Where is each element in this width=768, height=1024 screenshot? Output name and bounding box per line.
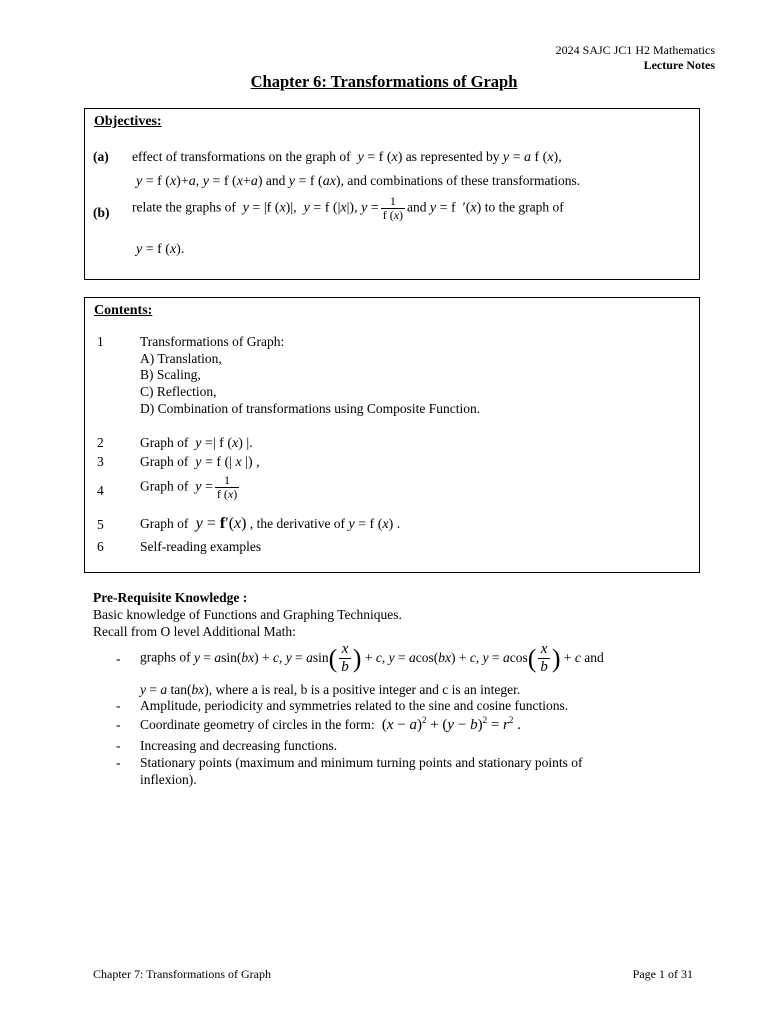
reciprocal-fraction: $\frac{1}{f (x)}$ xyxy=(216,473,238,501)
course-header: 2024 SAJC JC1 H2 Mathematics xyxy=(555,43,715,57)
objective-a-label: (a) xyxy=(93,149,109,164)
bullet-5: - xyxy=(116,755,121,770)
contents-item3-text: Graph of xyxy=(140,454,189,469)
prereq-bullet1-line1 xyxy=(140,641,604,676)
contents-item1-sub-a: A) Translation, xyxy=(140,351,222,366)
bullet-4: - xyxy=(116,738,121,753)
contents-item1-number: 1 xyxy=(97,334,104,349)
formula-y-fx-end: y = f (x). xyxy=(136,242,185,257)
contents-item1-title: Transformations of Graph: xyxy=(140,334,285,349)
objective-b-line1 xyxy=(132,195,564,222)
formula-abs-fx: y =| f (x) |. xyxy=(195,436,253,451)
doc-type-header: Lecture Notes xyxy=(643,58,715,72)
contents-item2 xyxy=(140,435,253,452)
formula-y-fax: y = f (ax) xyxy=(288,174,341,189)
formula-modulus: y = |f (x)|, y = f (|x|), y = xyxy=(242,200,379,216)
objective-a-text4: , and combinations of these transformations. xyxy=(340,173,581,188)
contents-item5-text: Graph of xyxy=(140,516,189,531)
objective-b-label: (b) xyxy=(93,205,110,220)
prereq-bullet2: Amplitude, periodicity and symmetries related to the sine and cosine functions. xyxy=(140,698,569,713)
formula-trig-graphs: y = asin(bx) + c, y = asin( $\frac{x}{b}$ ) + c, y = acos(bx) + c, y = acos( $\frac{x}{b}$ ) + c and xyxy=(194,641,604,675)
bullet-1: - xyxy=(116,651,121,666)
contents-item3-number: 3 xyxy=(97,454,104,469)
objectives-heading: Objectives: xyxy=(94,114,162,129)
contents-item4-text: Graph of xyxy=(140,478,189,494)
formula-y-fx-contents: y = f (x) . xyxy=(348,517,401,532)
formula-circle: $(x - a)^2 + (y - b)^2 = r^2$ . xyxy=(378,715,521,733)
prereq-bullet3 xyxy=(140,715,521,734)
prereq-bullet5-line2: inflexion). xyxy=(140,772,197,787)
contents-box xyxy=(84,297,700,573)
contents-item2-number: 2 xyxy=(97,435,104,450)
contents-item3 xyxy=(140,454,260,471)
formula-reciprocal-contents: y = xyxy=(195,479,213,495)
contents-item6: Self-reading examples xyxy=(140,539,262,554)
objective-a-line1 xyxy=(132,149,562,166)
prereq-line2: Recall from O level Additional Math: xyxy=(93,624,296,639)
objective-a-text3: and xyxy=(265,173,286,188)
formula-y-afx: y = a f (x), xyxy=(502,150,562,165)
chapter-title: Chapter 6: Transformations of Graph xyxy=(250,72,518,91)
contents-item1-sub-b: B) Scaling, xyxy=(140,367,201,382)
formula-y-fx: y = f (x) xyxy=(357,150,403,165)
prereq-bullet1-text2: , where a is real, b is a positive integer and c is an integer. xyxy=(208,682,521,697)
contents-item6-number: 6 xyxy=(97,539,104,554)
contents-item5 xyxy=(140,515,400,533)
prereq-bullet4: Increasing and decreasing functions. xyxy=(140,738,338,753)
prereq-line1: Basic knowledge of Functions and Graphing Techniques. xyxy=(93,607,402,622)
objective-b-text2: and xyxy=(407,199,427,215)
bullet-2: - xyxy=(116,698,121,713)
formula-translations: y = f (x)+a, y = f (x+a) xyxy=(136,174,263,189)
contents-item5-derivative: , the derivative of xyxy=(249,516,346,531)
prereq-bullet5-line1: Stationary points (maximum and minimum turning points and stationary points of xyxy=(140,755,583,770)
footer-page-number: Page 1 of 31 xyxy=(632,967,693,981)
formula-derivative: y = f ′(x) xyxy=(429,200,482,216)
prereq-bullet3-text: Coordinate geometry of circles in the form: xyxy=(140,717,375,732)
prereq-heading: Pre-Requisite Knowledge : xyxy=(93,590,248,605)
formula-f-abs-x: y = f (| x |) , xyxy=(195,455,260,470)
prereq-bullet1-line2 xyxy=(140,682,520,698)
contents-item5-number: 5 xyxy=(97,517,104,532)
formula-tan: y = a tan(bx) xyxy=(140,682,209,697)
contents-item2-text: Graph of xyxy=(140,435,189,450)
formula-reciprocal: $\frac{1}{f (x)}$ xyxy=(382,194,404,222)
contents-item1-sub-c: C) Reflection, xyxy=(140,384,217,399)
objective-a-text2: as represented by xyxy=(405,149,500,164)
contents-item4 xyxy=(140,474,241,501)
contents-item1-sub-d: D) Combination of transformations using Composite Function. xyxy=(140,401,481,416)
contents-item4-number: 4 xyxy=(97,483,104,498)
objective-b-text3: to the graph of xyxy=(484,199,564,215)
objective-a-text1: effect of transformations on the graph of xyxy=(132,149,351,164)
prereq-bullet1-text: graphs of xyxy=(140,649,191,665)
bullet-3: - xyxy=(116,717,121,732)
formula-derivative-contents: y = f′(x) xyxy=(195,515,247,532)
objective-a-line2 xyxy=(136,173,580,190)
objective-b-line2 xyxy=(136,241,184,258)
footer-chapter: Chapter 7: Transformations of Graph xyxy=(93,967,271,981)
objective-b-text1: relate the graphs of xyxy=(132,199,236,215)
contents-heading: Contents: xyxy=(94,303,153,318)
objectives-box xyxy=(84,108,700,280)
